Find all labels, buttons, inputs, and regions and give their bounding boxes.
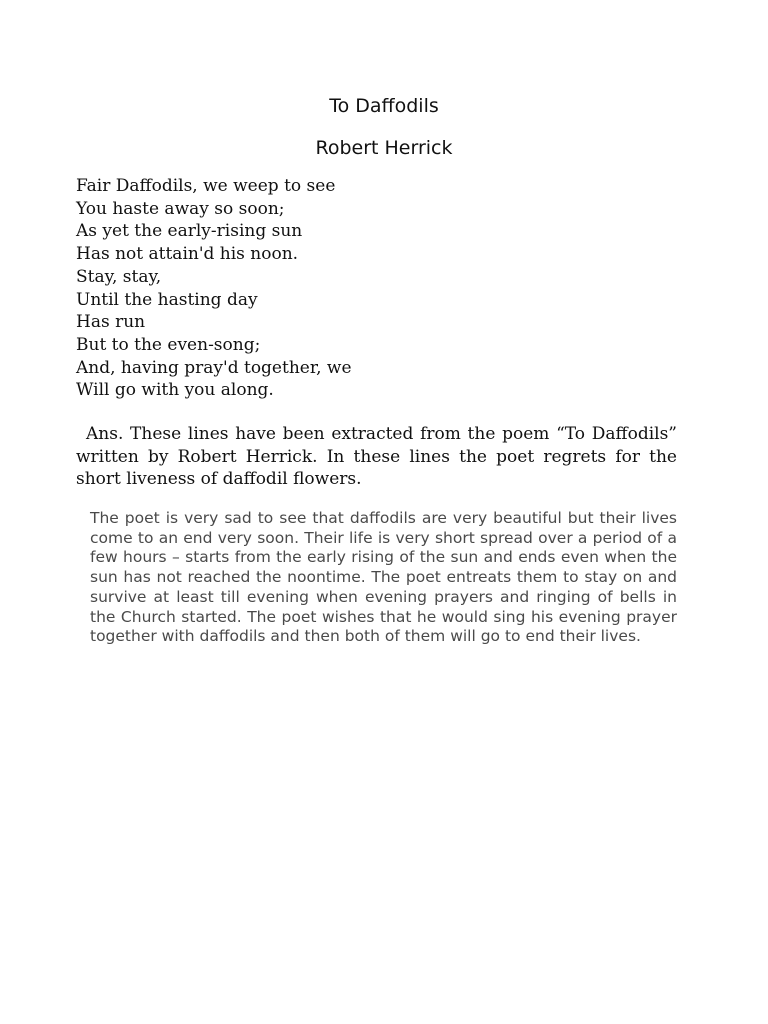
poem-line: Stay, stay, — [76, 266, 162, 287]
poem-line: Fair Daffodils, we weep to see — [76, 176, 336, 196]
poem-body — [76, 175, 676, 402]
poem-line: And, having pray'd together, we — [76, 357, 352, 378]
poem-line: Has run — [76, 312, 146, 333]
answer-text: Ans. These lines have been extracted from the poem “To Daffodils” written by Robert Herrick. In these lines the poet regrets for the short liveness of daffodil flowers. — [76, 424, 677, 490]
explanation-paragraph: The poet is very sad to see that daffodils are very beautiful but their lives come to an end very soon. Their life is very short spread over a period of a few hours – starts from the early rising of the sun and ends even when the sun has not reached the noontime. The poet entreats them to stay on and survive at least till evening when evening prayers and ringing of bells in the Church started. The poet wishes that he would sing his evening prayer together with daffodils and then both of them will go to end their lives. — [90, 509, 677, 646]
poem-author: Robert Herrick — [315, 137, 453, 159]
poem-line: You haste away so soon; — [76, 198, 285, 219]
poem-line: Will go with you along. — [76, 380, 274, 401]
poem-line: As yet the early-rising sun — [76, 221, 303, 242]
poem-line: But to the even-song; — [76, 334, 261, 355]
answer-paragraph — [76, 423, 677, 491]
poem-line: Has not attain'd his noon. — [76, 244, 299, 265]
poem-title: To Daffodils — [329, 95, 439, 117]
poem-line: Until the hasting day — [76, 289, 258, 310]
